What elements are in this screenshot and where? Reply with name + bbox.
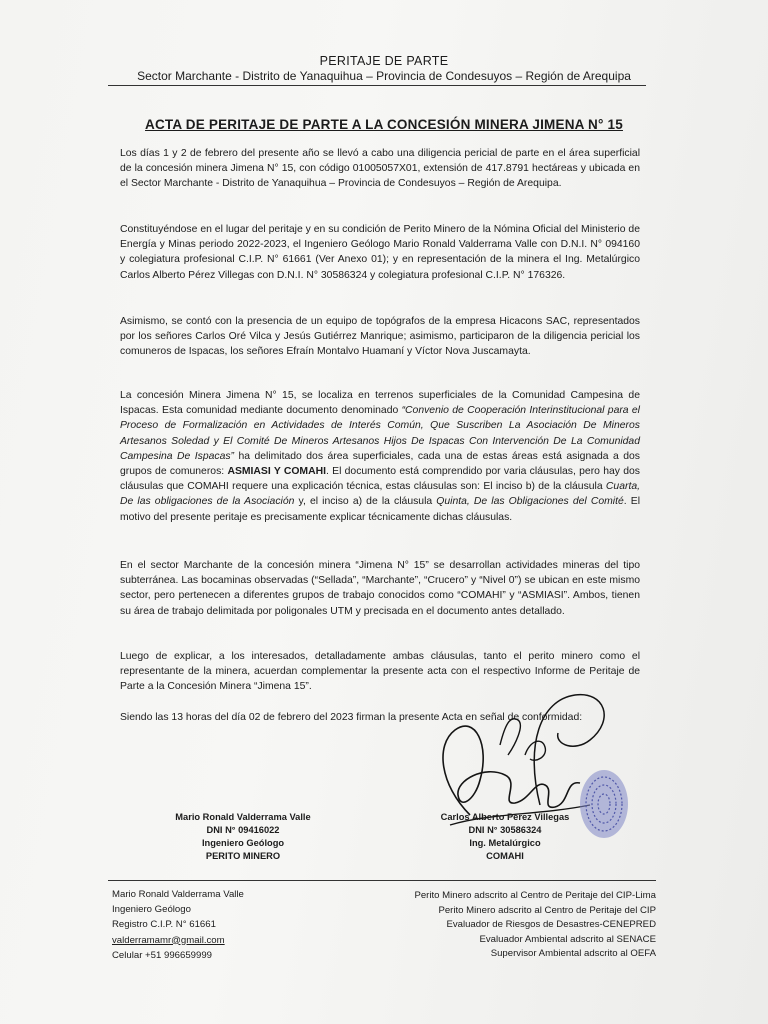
footer-credential: Perito Minero adscrito al Centro de Peritaje del CIP-Lima xyxy=(414,890,656,901)
footer-credential: Perito Minero adscrito al Centro de Peritaje del CIP xyxy=(438,904,656,916)
signatory-right-dni: DNI N° 30586324 xyxy=(468,825,542,835)
p4-text-3: . El documento está comprendido por varia cláusulas, pero hay dos cláusulas que COMAHI requere una explicación técnica, estas cláusulas son: El inciso b) de la cláusula xyxy=(120,466,641,493)
signatory-left xyxy=(168,811,318,863)
footer-name: Mario Ronald Valderrama Valle xyxy=(112,889,244,900)
paragraph-2: Constituyéndose en el lugar del peritaje y en su condición de Perito Minero de la Nómina Oficial del Ministerio de Energía y Minas periodo 2022-2023, el Ingeniero Geólogo Mario Ronald Valderrama Valle con D.N.I. N° 094160 y colegiatura profesional C.I.P. N° 61661 (Ver Anexo 01); y en representación de la minera el Ing. Metalúrgico Carlos Alberto Pérez Villegas con D.N.I. N° 30586324 y colegiatura profesional C.I.P. N° 176326. xyxy=(120,224,640,281)
signatory-right-role: COMAHI xyxy=(486,851,524,861)
p4-text-4: y, el inciso a) de la cláusula xyxy=(294,496,437,508)
footer-divider xyxy=(108,880,656,881)
fingerprint-stamp xyxy=(578,768,630,840)
header-divider xyxy=(108,85,646,86)
p4-groups: ASMIASI Y COMAHI xyxy=(227,466,326,478)
paragraph-5: En el sector Marchante de la concesión minera “Jimena N° 15” se desarrollan actividades mineras del tipo subterránea. Las bocaminas observadas (“Sellada”, “Marchante”, “Crucero” y “Nivel 0”) se ubican en este mismo sector, pero pertenecen a diferentes grupos de trabajo conocidos como “COMAHI” y “ASMIASI”. Ambos, tienen su área de trabajo delimitada por poligonales UTM y precisada en el documento antes detallado. xyxy=(120,560,640,617)
footer-phone: Celular +51 996659999 xyxy=(112,949,213,961)
header-subtitle: Sector Marchante - Distrito de Yanaquihua – Provincia de Condesuyos – Región de Arequipa xyxy=(137,69,631,83)
paragraph-1: Los días 1 y 2 de febrero del presente año se llevó a cabo una diligencia pericial de parte en el área superficial de la concesión minera Jimena N° 15, con código 01005057X01, extensión de 417.8791 hectáreas y ubicada en el Sector Marchante - Distrito de Yanaquihua – Provincia de Condesuyos – Región de Arequipa. xyxy=(120,148,640,190)
signatory-right xyxy=(425,811,585,863)
footer-email-link[interactable]: valderramamr@gmail.com xyxy=(112,934,225,946)
signatory-left-name: Mario Ronald Valderrama Valle xyxy=(175,812,311,822)
signatory-left-dni: DNI N° 09416022 xyxy=(206,825,280,835)
footer-profession: Ingeniero Geólogo xyxy=(112,904,191,916)
signatory-right-profession: Ing. Metalúrgico xyxy=(469,838,541,848)
p4-clause-quinta: Quinta, De las Obligaciones del Comité xyxy=(436,496,624,508)
footer-credentials xyxy=(414,889,656,962)
footer-credential: Supervisor Ambiental adscrito al OEFA xyxy=(490,948,656,960)
p4-text-5: . El motivo del presente peritaje es precisamente explicar técnicamente dichas cláusulas. xyxy=(120,496,641,523)
p4-convenio-title: “Convenio de Cooperación Interinstitucional para el Proceso de Formalización en Actividades de Interés Común, Que Suscriben La Asociación De Mineros Artesanos Soledad y El Comité De Mineros Artesanos Hijos De Ispacas Con Intervención De La Comunidad Campesina De Ispacas” xyxy=(120,405,640,462)
signatory-right-name: Carlos Alberto Pérez Villegas xyxy=(440,812,570,822)
p4-clause-cuarta: Cuarta, De las obligaciones de la Asociación xyxy=(120,481,640,508)
p4-text-1: La concesión Minera Jimena N° 15, se localiza en terrenos superficiales de la Comunidad Campesina de Ispacas. Esta comunidad mediante documento denominado xyxy=(120,390,640,417)
document-title: ACTA DE PERITAJE DE PARTE A LA CONCESIÓN MINERA JIMENA N° 15 xyxy=(145,117,623,132)
footer-registry: Registro C.I.P. N° 61661 xyxy=(112,919,216,931)
paragraph-6: Luego de explicar, a los interesados, detalladamente ambas cláusulas, tanto el perito minero como el representante de la minera, acuerdan complementar la presente acta con el respectivo Informe de Peritaje de Parte a la Concesión Minera “Jimena 15”. xyxy=(120,651,640,693)
footer-credential: Evaluador Ambiental adscrito al SENACE xyxy=(479,933,656,945)
footer-credential: Evaluador de Riesgos de Desastres-CENEPRED xyxy=(446,919,656,931)
footer-contact xyxy=(112,887,244,963)
header-title: PERITAJE DE PARTE xyxy=(319,54,449,68)
signatory-left-role: PERITO MINERO xyxy=(205,851,281,861)
paragraph-4 xyxy=(120,388,640,525)
p4-text-2: ha delimitado dos área superficiales, cada una de estas áreas está asignada a dos grupos de comuneros: xyxy=(120,450,641,478)
paragraph-7: Siendo las 13 horas del día 02 de febrero del 2023 firman la presente Acta en señal de conformidad: xyxy=(120,712,583,723)
paragraph-3: Asimismo, se contó con la presencia de un equipo de topógrafos de la empresa Hicacons SAC, representados por los señores Carlos Oré Vilca y Jesús Gutiérrez Manrique; asimismo, participaron de la diligencia pericial los comuneros de Ispacas, los señores Efraín Montalvo Huamaní y Víctor Nova Juscamayta. xyxy=(120,316,640,358)
signatory-left-profession: Ingeniero Geólogo xyxy=(201,838,285,848)
